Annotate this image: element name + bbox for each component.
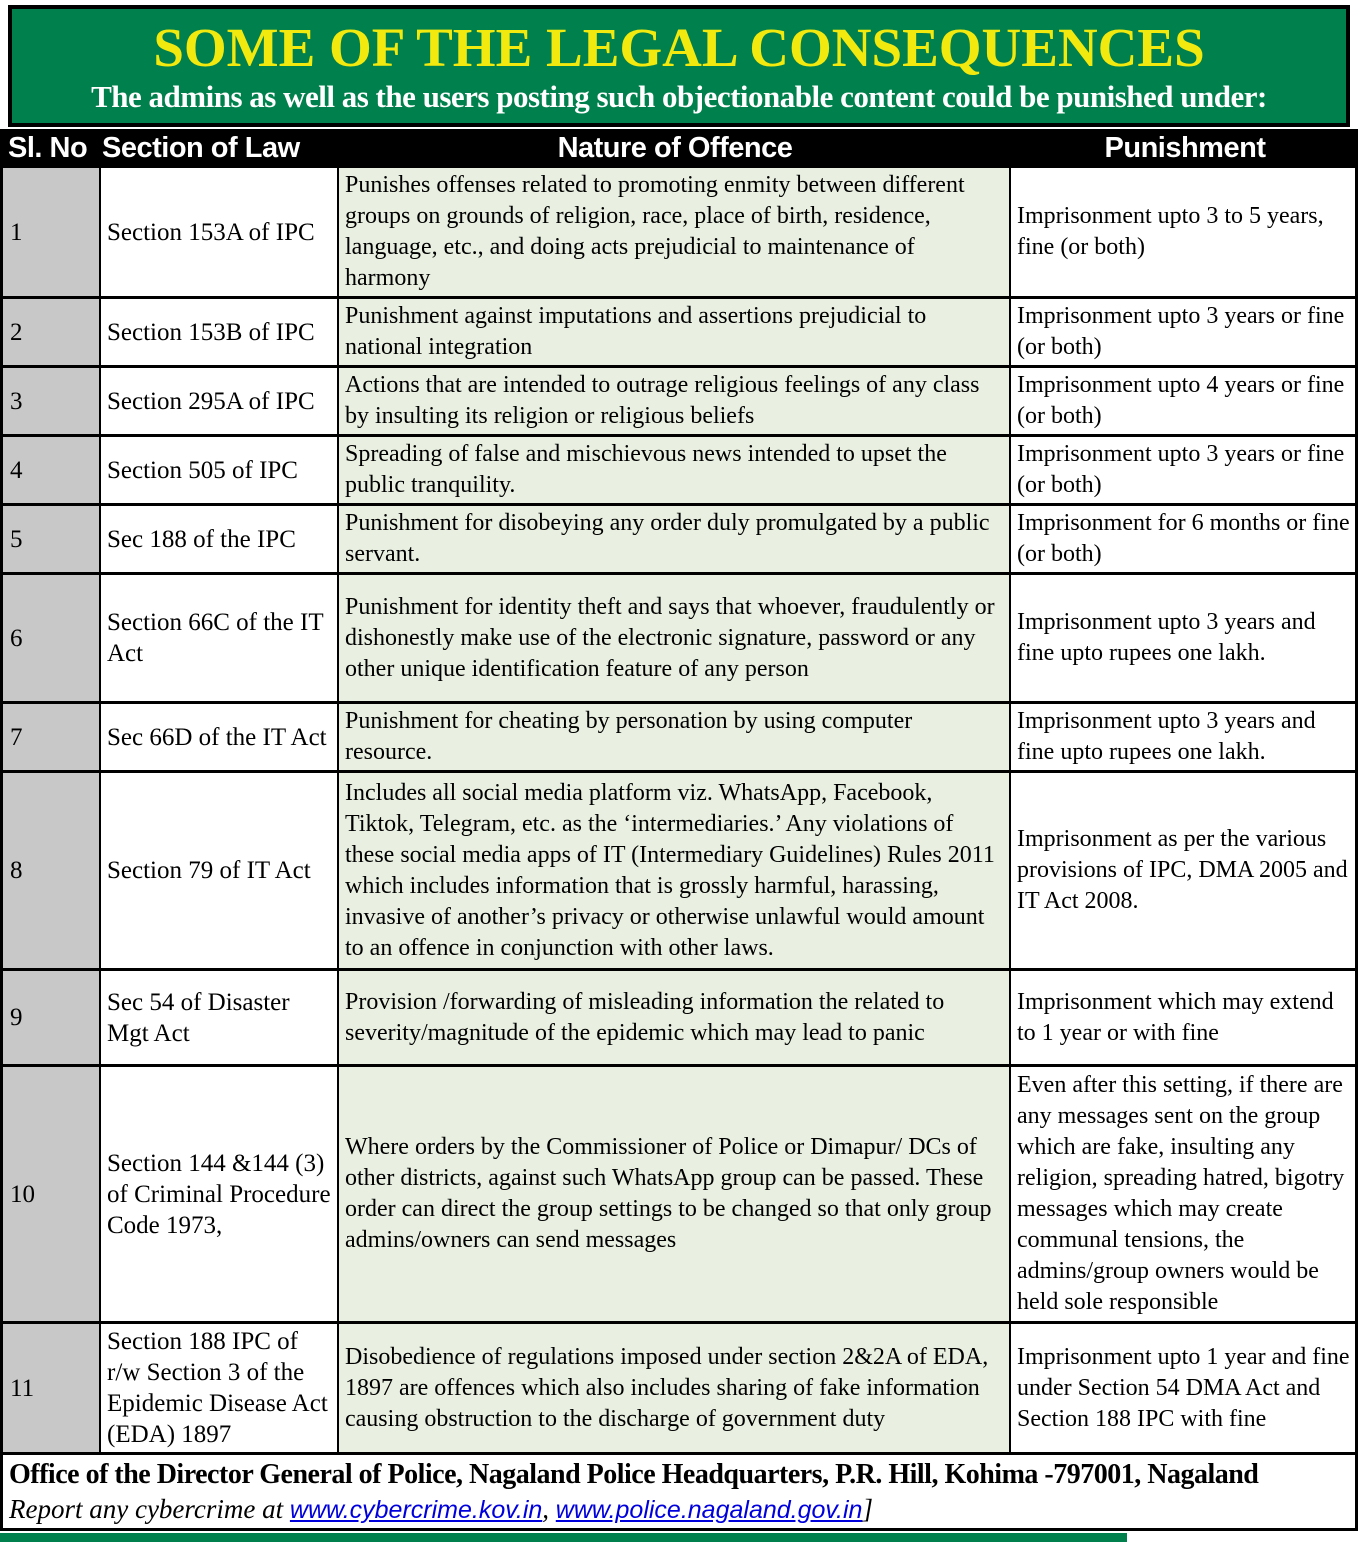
table-row [3, 299, 1355, 368]
cell-nature-of-offence: Provision /forwarding of misleading information the related to severity/magnitude of the epidemic which may lead to panic [339, 971, 1011, 1067]
column-header-section-of-law: Section of Law [102, 131, 300, 164]
cell-punishment: Imprisonment upto 3 to 5 years, fine (or both) [1011, 168, 1355, 299]
cell-section-of-law: Section 153B of IPC [101, 299, 339, 368]
cell-sl-no: 3 [3, 368, 101, 437]
table-row [3, 368, 1355, 437]
cell-section-of-law: Section 79 of IT Act [101, 773, 339, 971]
table-row [3, 971, 1355, 1067]
cell-sl-no: 5 [3, 506, 101, 575]
cell-sl-no: 11 [3, 1324, 101, 1455]
cell-section-of-law: Section 505 of IPC [101, 437, 339, 506]
report-cybercrime-line [9, 1493, 1355, 1526]
cell-punishment: Even after this setting, if there are any messages sent on the group which are fake, insulting any religion, spreading hatred, bigotry messages which may create communal tensions, the admins/group owners would be held sole responsible [1011, 1067, 1355, 1324]
cell-punishment: Imprisonment upto 1 year and fine under Section 54 DMA Act and Section 188 IPC with fine [1011, 1324, 1355, 1455]
cell-nature-of-offence: Includes all social media platform viz. WhatsApp, Facebook, Tiktok, Telegram, etc. as the ‘intermediaries.’ Any violations of these social media apps of IT (Intermediary Guidelines) Rules 2011 which includes information that is grossly harmful, harassing, invasive of another’s privacy or otherwise unlawful would amount to an offence in conjunction with other laws. [339, 773, 1011, 971]
cell-sl-no: 10 [3, 1067, 101, 1324]
cell-sl-no: 1 [3, 168, 101, 299]
cell-nature-of-offence: Punishment for cheating by personation by using computer resource. [339, 704, 1011, 773]
cell-punishment: Imprisonment upto 3 years or fine (or both) [1011, 299, 1355, 368]
cell-sl-no: 8 [3, 773, 101, 971]
cell-section-of-law: Sec 66D of the IT Act [101, 704, 339, 773]
page-title: SOME OF THE LEGAL CONSEQUENCES [153, 17, 1205, 78]
link-separator: , [542, 1494, 556, 1524]
cell-nature-of-offence: Punishment for disobeying any order duly promulgated by a public servant. [339, 506, 1011, 575]
cell-nature-of-offence: Actions that are intended to outrage religious feelings of any class by insulting its religion or religious beliefs [339, 368, 1011, 437]
table-header-row [0, 129, 1358, 167]
cell-punishment: Imprisonment as per the various provisions of IPC, DMA 2005 and IT Act 2008. [1011, 773, 1355, 971]
table-row [3, 704, 1355, 773]
cell-nature-of-offence: Disobedience of regulations imposed under section 2&2A of EDA, 1897 are offences which also includes sharing of fake information causing obstruction to the discharge of government duty [339, 1324, 1011, 1455]
cell-punishment: Imprisonment upto 3 years and fine upto rupees one lakh. [1011, 704, 1355, 773]
cell-section-of-law: Section 295A of IPC [101, 368, 339, 437]
cell-sl-no: 4 [3, 437, 101, 506]
cell-punishment: Imprisonment upto 3 years or fine (or both) [1011, 437, 1355, 506]
column-header-punishment: Punishment [1104, 131, 1266, 164]
column-header-nature-of-offence: Nature of Offence [557, 131, 793, 164]
cell-sl-no: 7 [3, 704, 101, 773]
column-header-sl-no: Sl. No [8, 131, 88, 164]
footer [0, 1455, 1358, 1531]
cell-nature-of-offence: Spreading of false and mischievous news intended to upset the public tranquility. [339, 437, 1011, 506]
table-row [3, 1067, 1355, 1324]
nagaland-police-link[interactable]: www.police.nagaland.gov.in [555, 1496, 863, 1524]
cell-nature-of-offence: Where orders by the Commissioner of Police or Dimapur/ DCs of other districts, against such WhatsApp group can be passed. These order can direct the group settings to be changed so that only group admins/owners can send messages [339, 1067, 1011, 1324]
cell-nature-of-offence: Punishes offenses related to promoting enmity between different groups on grounds of religion, race, place of birth, residence, language, etc., and doing acts prejudicial to maintenance of harmony [339, 168, 1011, 299]
cell-sl-no: 6 [3, 575, 101, 704]
cell-section-of-law: Sec 188 of the IPC [101, 506, 339, 575]
cell-nature-of-offence: Punishment for identity theft and says that whoever, fraudulently or dishonestly make use of the electronic signature, password or any other unique identification feature of any person [339, 575, 1011, 704]
cell-punishment: Imprisonment for 6 months or fine (or both) [1011, 506, 1355, 575]
table-row [3, 506, 1355, 575]
cell-section-of-law: Sec 54 of Disaster Mgt Act [101, 971, 339, 1067]
table-row [3, 575, 1355, 704]
report-prefix-text: Report any cybercrime at [9, 1494, 290, 1524]
table-row [3, 437, 1355, 506]
closing-bracket: ] [862, 1494, 873, 1524]
cell-nature-of-offence: Punishment against imputations and assertions prejudicial to national integration [339, 299, 1011, 368]
cell-sl-no: 2 [3, 299, 101, 368]
cell-punishment: Imprisonment upto 3 years and fine upto rupees one lakh. [1011, 575, 1355, 704]
cell-punishment: Imprisonment which may extend to 1 year or with fine [1011, 971, 1355, 1067]
legal-consequences-table [0, 167, 1358, 1455]
table-row [3, 773, 1355, 971]
banner [8, 5, 1350, 127]
cell-section-of-law: Section 66C of the IT Act [101, 575, 339, 704]
cell-section-of-law: Section 153A of IPC [101, 168, 339, 299]
cell-sl-no: 9 [3, 971, 101, 1067]
table-row [3, 168, 1355, 299]
cell-section-of-law: Section 188 IPC of r/w Section 3 of the Epidemic Disease Act (EDA) 1897 [101, 1324, 339, 1455]
table-row [3, 1324, 1355, 1455]
cell-punishment: Imprisonment upto 4 years or fine (or both) [1011, 368, 1355, 437]
cybercrime-link[interactable]: www.cybercrime.kov.in [289, 1496, 543, 1524]
cell-section-of-law: Section 144 &144 (3) of Criminal Procedure Code 1973, [101, 1067, 339, 1324]
bottom-green-strip [0, 1533, 1127, 1542]
page-subtitle: The admins as well as the users posting such objectionable content could be punished under: [91, 79, 1267, 114]
office-address-line: Office of the Director General of Police, Nagaland Police Headquarters, P.R. Hill, Kohima -797001, Nagaland [9, 1459, 1259, 1490]
